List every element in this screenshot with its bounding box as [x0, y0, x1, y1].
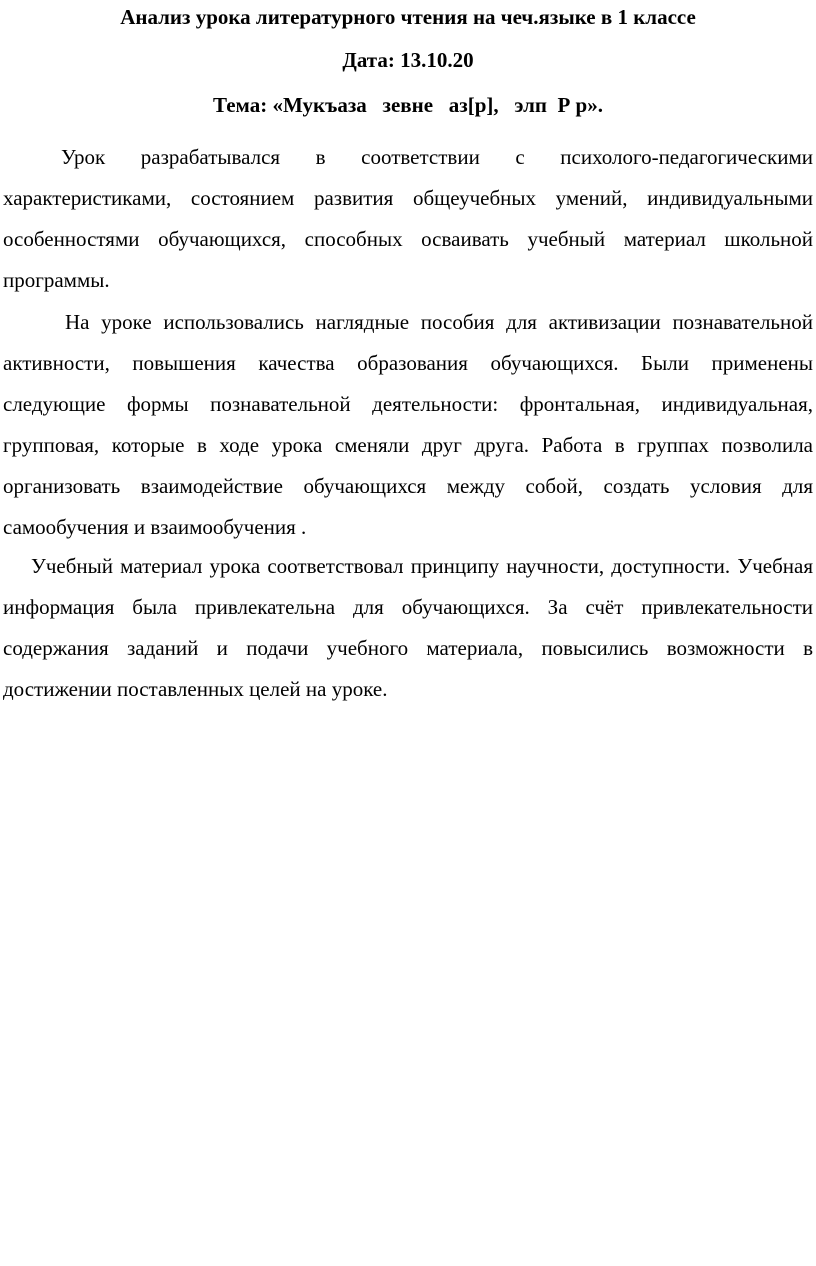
paragraph-lesson-design: Урок разрабатывался в соответствии с психолого-педагогическими характеристиками, состоянием развития общеучебных умений, индивидуальными особенностями обучающихся, способных осваивать учебный материал школьной программы. — [3, 145, 813, 292]
paragraph-teaching-methods: На уроке использовались наглядные пособия для активизации познавательной активности, повышения качества образования обучающихся. Были применены следующие формы познавательной деятельности: фронтальная, индивидуальная, групповая, которые в ходе урока сменяли друг друга. Работа в группах позволила организовать взаимодействие обучающихся между собой, создать условия для самообучения и взаимообучения . — [3, 310, 813, 539]
paragraph-learning-material: Учебный материал урока соответствовал принципу научности, доступности. Учебная информация была привлекательна для обучающихся. За счёт привлекательности содержания заданий и подачи учебного материала, повысились возможности в достижении поставленных целей на уроке. — [3, 554, 813, 701]
lesson-topic: Тема: «Мукъаза зевне аз[р], элп Р р». — [213, 93, 603, 117]
lesson-date: Дата: 13.10.20 — [342, 48, 474, 72]
document-title: Анализ урока литературного чтения на чеч.языке в 1 классе — [120, 5, 696, 29]
